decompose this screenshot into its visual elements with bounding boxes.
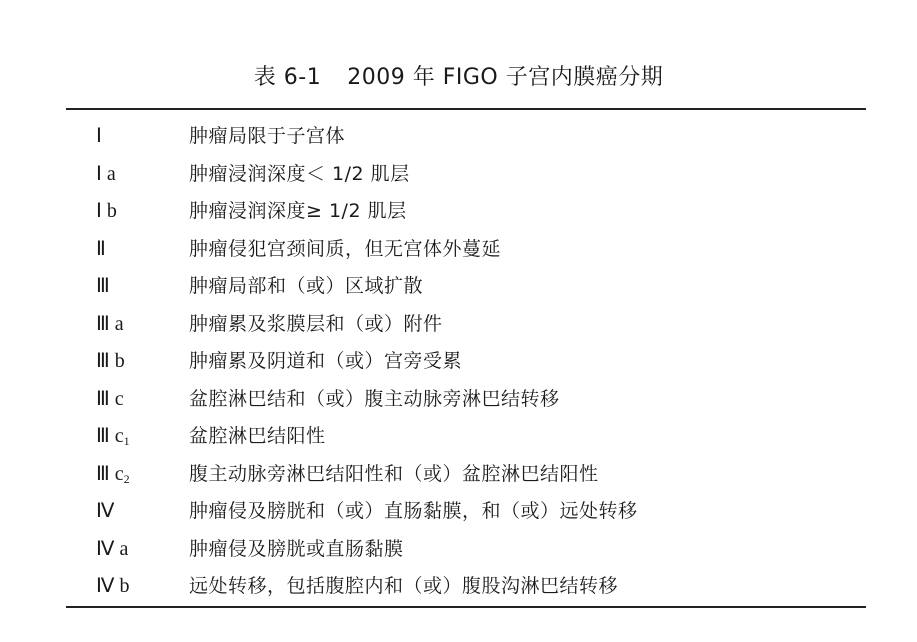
- description-cell: 肿瘤侵及膀胱和（或）直肠黏膜，和（或）远处转移: [189, 500, 638, 522]
- description-cell: 肿瘤侵及膀胱或直肠黏膜: [189, 537, 404, 560]
- table-row: [66, 118, 866, 156]
- stage-cell: Ⅳ b: [96, 575, 130, 597]
- table-row: [66, 343, 866, 381]
- description-cell: 肿瘤浸润深度≥ 1/2 肌层: [189, 200, 407, 222]
- stage-cell: Ⅰ b: [96, 200, 117, 222]
- table-row: [66, 193, 866, 231]
- description-cell: 盆腔淋巴结阳性: [189, 425, 326, 447]
- stage-cell: Ⅲ c: [96, 387, 124, 410]
- description-cell: 盆腔淋巴结和（或）腹主动脉旁淋巴结转移: [189, 387, 560, 410]
- table-bottom-rule: [66, 606, 866, 608]
- table-row: [66, 306, 866, 344]
- stage-cell: Ⅲ a: [96, 312, 124, 335]
- table-row: [66, 156, 866, 194]
- table-row: [66, 493, 866, 531]
- table-row: [66, 381, 866, 419]
- stage-subscript: 2: [123, 471, 130, 486]
- stage-cell: Ⅲ $c_2$: [96, 462, 130, 486]
- description-cell: 肿瘤浸润深度＜ 1/2 肌层: [189, 162, 410, 185]
- description-cell: 远处转移，包括腹腔内和（或）腹股沟淋巴结转移: [189, 575, 619, 597]
- table-row: [66, 418, 866, 456]
- table-top-rule: [66, 108, 866, 110]
- description-cell: 腹主动脉旁淋巴结阳性和（或）盆腔淋巴结阳性: [189, 462, 599, 485]
- table-title: 2009 年 FIGO 子宫内膜癌分期: [347, 65, 664, 90]
- stage-subscript: 1: [123, 434, 130, 448]
- stage-cell: Ⅳ: [96, 500, 115, 522]
- description-cell: 肿瘤累及阴道和（或）宫旁受累: [189, 350, 463, 372]
- stage-cell: Ⅰ a: [96, 162, 116, 185]
- table-row: [66, 568, 866, 606]
- stage-cell: Ⅰ: [96, 125, 102, 147]
- stage-cell: Ⅲ $c_1$: [96, 425, 130, 448]
- description-cell: 肿瘤累及浆膜层和（或）附件: [189, 312, 443, 335]
- staging-table: [66, 118, 866, 606]
- table-row: [66, 456, 866, 494]
- stage-cell: Ⅱ: [96, 237, 106, 260]
- description-cell: 肿瘤局限于子宫体: [189, 125, 346, 147]
- table-row: [66, 531, 866, 569]
- table-caption: [0, 60, 917, 91]
- table-number: 表 6-1: [253, 65, 322, 90]
- description-cell: 肿瘤侵犯宫颈间质，但无宫体外蔓延: [189, 237, 502, 260]
- stage-cell: Ⅲ: [96, 275, 110, 297]
- table-row: [66, 231, 866, 269]
- description-cell: 肿瘤局部和（或）区域扩散: [189, 275, 424, 297]
- table-row: [66, 268, 866, 306]
- stage-cell: Ⅲ b: [96, 350, 125, 372]
- stage-cell: Ⅳ a: [96, 537, 129, 560]
